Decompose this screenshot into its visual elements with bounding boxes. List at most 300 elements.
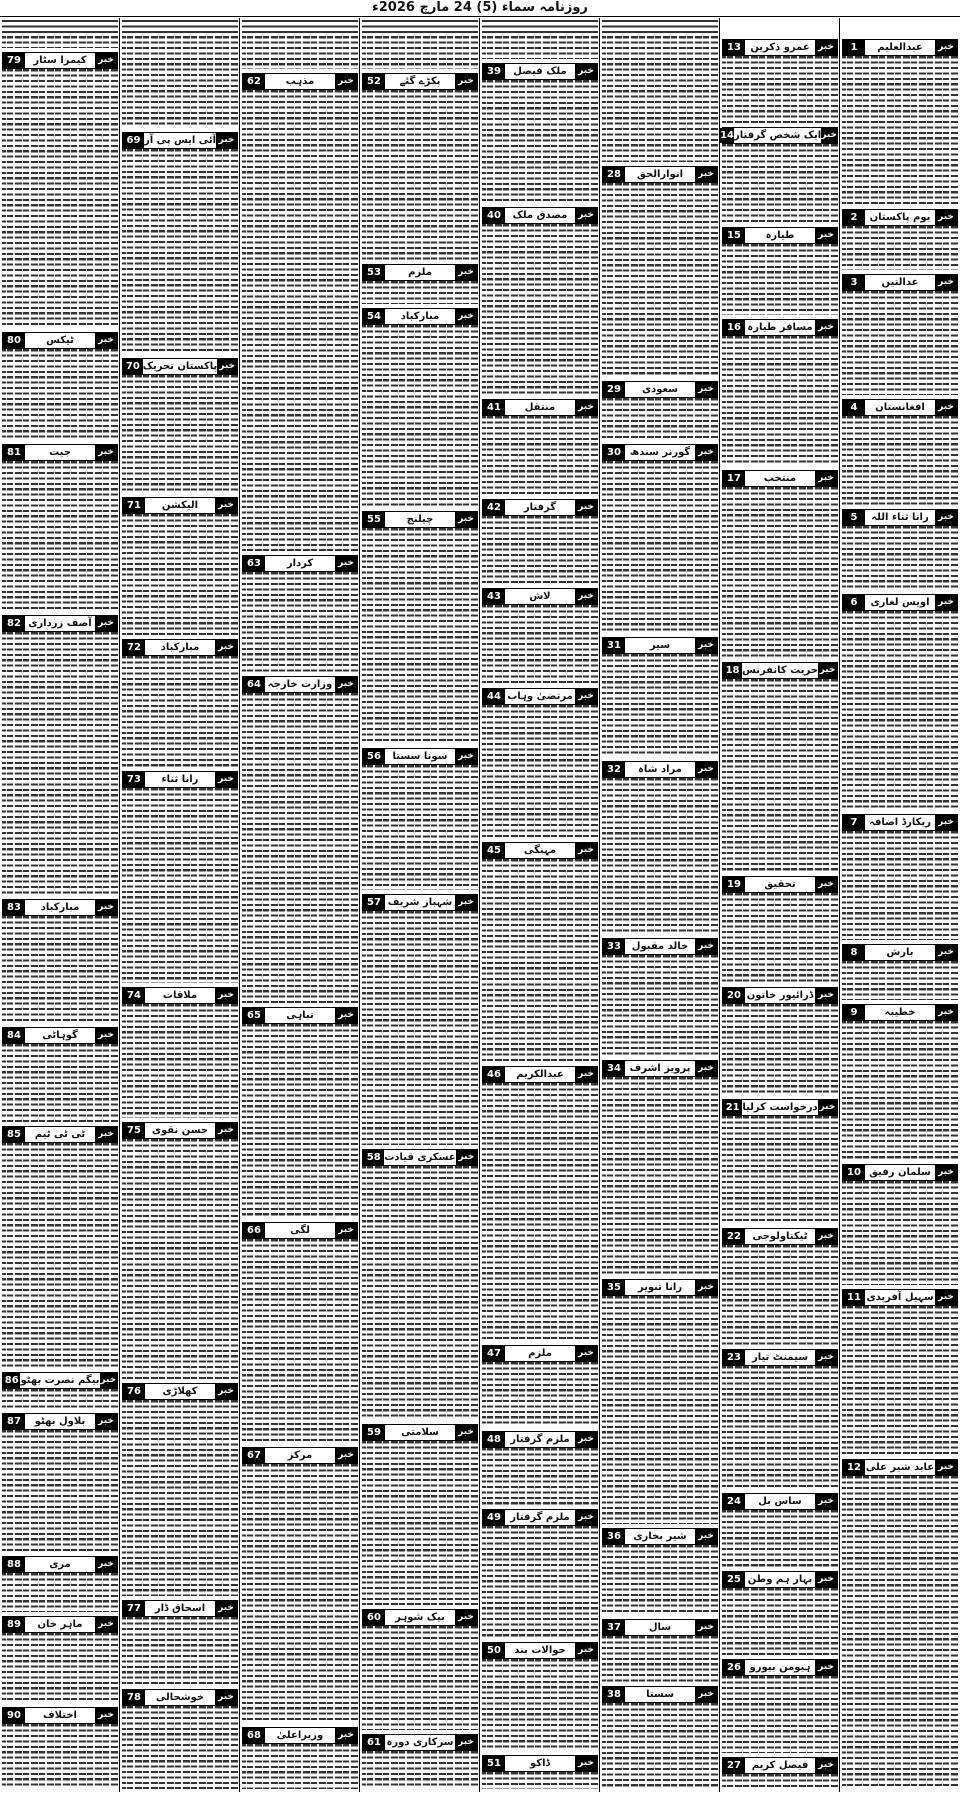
news-story bbox=[362, 263, 478, 304]
news-story bbox=[722, 1492, 838, 1567]
story-heading bbox=[842, 509, 958, 526]
story-heading bbox=[722, 127, 838, 144]
story-tag: خبر bbox=[95, 1127, 117, 1142]
story-number: 81 bbox=[3, 445, 25, 460]
story-title: مرکز bbox=[265, 1448, 335, 1463]
story-heading bbox=[602, 1686, 718, 1703]
story-tag: خبر bbox=[815, 1229, 837, 1244]
story-tag: خبر bbox=[335, 1728, 357, 1743]
story-heading bbox=[722, 1349, 838, 1366]
news-story bbox=[122, 496, 238, 635]
story-number: 3 bbox=[843, 275, 865, 290]
story-title: مذہب bbox=[265, 74, 335, 89]
story-number: 84 bbox=[3, 1028, 25, 1043]
story-heading bbox=[602, 381, 718, 398]
column-divider bbox=[599, 18, 600, 1792]
story-tag: خبر bbox=[575, 843, 597, 858]
story-heading bbox=[482, 1345, 598, 1362]
story-title: وزارت خارجہ bbox=[265, 677, 335, 692]
story-number: 60 bbox=[363, 1610, 385, 1625]
story-heading bbox=[722, 1757, 838, 1774]
story-title: بیگم نصرت بھٹو bbox=[20, 1375, 100, 1386]
news-story bbox=[122, 357, 238, 493]
news-story bbox=[602, 165, 718, 377]
news-column bbox=[842, 18, 958, 1792]
story-heading bbox=[122, 1600, 238, 1617]
story-heading bbox=[722, 1228, 838, 1245]
story-number: 20 bbox=[723, 988, 745, 1003]
story-tag: خبر bbox=[695, 1687, 717, 1702]
story-title: ریکارڈ اضافہ bbox=[865, 815, 935, 830]
story-title: خطیبہ bbox=[865, 1005, 935, 1020]
story-title: شیر بخاری bbox=[625, 1529, 695, 1544]
story-heading bbox=[602, 1060, 718, 1077]
story-number: 51 bbox=[483, 1756, 505, 1771]
story-tag: خبر bbox=[215, 988, 237, 1003]
story-number: 16 bbox=[723, 320, 745, 335]
story-number: 74 bbox=[123, 988, 145, 1003]
story-title: عدالتیں bbox=[865, 275, 935, 290]
story-heading bbox=[2, 1616, 118, 1633]
story-heading bbox=[722, 1099, 838, 1116]
column-divider bbox=[479, 18, 480, 1792]
story-title: خالد مقبول bbox=[625, 939, 695, 954]
news-story bbox=[482, 1754, 598, 1789]
story-tag: خبر bbox=[695, 762, 717, 777]
story-heading bbox=[842, 944, 958, 961]
news-story bbox=[122, 770, 238, 983]
story-heading bbox=[602, 637, 718, 654]
story-title: طیارہ bbox=[745, 228, 815, 243]
news-story bbox=[842, 593, 958, 810]
story-title: رانا ثناء اللہ bbox=[865, 510, 935, 525]
story-heading bbox=[2, 1372, 118, 1389]
story-heading bbox=[362, 73, 478, 90]
story-tag: خبر bbox=[335, 1448, 357, 1463]
story-tag: خبر bbox=[455, 749, 477, 764]
story-heading bbox=[482, 1066, 598, 1083]
news-story bbox=[2, 18, 118, 48]
story-number: 48 bbox=[483, 1432, 505, 1447]
news-story bbox=[722, 1098, 838, 1224]
story-title: سیر bbox=[625, 638, 695, 653]
column-divider bbox=[119, 18, 120, 1792]
story-title: سونا سستا bbox=[385, 749, 455, 764]
story-tag: خبر bbox=[815, 1350, 837, 1365]
story-title: خوشحالی bbox=[145, 1690, 215, 1705]
news-story bbox=[482, 841, 598, 1062]
story-title: لگی bbox=[265, 1223, 335, 1238]
story-number: 15 bbox=[723, 228, 745, 243]
story-number: 39 bbox=[483, 64, 505, 79]
story-title: مراد شاہ bbox=[625, 762, 695, 777]
news-story bbox=[122, 18, 238, 128]
story-heading bbox=[242, 1007, 358, 1024]
story-tag: خبر bbox=[335, 1008, 357, 1023]
story-tag: خبر bbox=[935, 815, 957, 830]
story-number: 76 bbox=[123, 1384, 145, 1399]
story-tag: خبر bbox=[695, 638, 717, 653]
story-number: 90 bbox=[3, 1708, 25, 1723]
story-tag: خبر bbox=[215, 498, 237, 513]
story-number: 36 bbox=[603, 1529, 625, 1544]
story-heading bbox=[482, 842, 598, 859]
story-title: آئی ایس پی آر bbox=[143, 135, 217, 146]
story-tag: خبر bbox=[695, 445, 717, 460]
story-number: 58 bbox=[363, 1150, 384, 1165]
story-number: 85 bbox=[3, 1127, 25, 1142]
story-tag: خبر bbox=[215, 640, 237, 655]
story-tag: خبر bbox=[695, 1529, 717, 1544]
news-story bbox=[602, 1527, 718, 1615]
story-heading bbox=[2, 899, 118, 916]
story-heading bbox=[842, 594, 958, 611]
story-tag: خبر bbox=[818, 663, 837, 678]
news-story bbox=[482, 587, 598, 684]
story-heading bbox=[602, 1619, 718, 1636]
story-title: ساس بل bbox=[745, 1494, 815, 1509]
news-column bbox=[722, 18, 838, 1792]
news-story bbox=[242, 1221, 358, 1443]
story-number: 37 bbox=[603, 1620, 625, 1635]
news-story bbox=[2, 1615, 118, 1703]
story-number: 32 bbox=[603, 762, 625, 777]
news-story bbox=[482, 687, 598, 838]
story-title: پاکستان تحریک bbox=[142, 361, 218, 372]
story-tag: خبر bbox=[935, 400, 957, 415]
story-tag: خبر bbox=[695, 939, 717, 954]
story-title: عبدالعلیم bbox=[865, 40, 935, 55]
story-title: ڈرائیور خاتون bbox=[746, 990, 814, 1001]
story-title: مرتضیٰ وہاب bbox=[505, 689, 575, 704]
story-heading bbox=[122, 1689, 238, 1706]
story-title: الیکشن bbox=[145, 498, 215, 513]
story-number: 89 bbox=[3, 1617, 25, 1632]
story-heading bbox=[2, 1126, 118, 1143]
story-title: مصدق ملک bbox=[505, 208, 575, 223]
story-number: 25 bbox=[723, 1572, 745, 1587]
story-title: ملاقات bbox=[145, 988, 215, 1003]
story-title: کھلاڑی bbox=[145, 1384, 215, 1399]
news-story bbox=[602, 1059, 718, 1275]
story-number: 4 bbox=[843, 400, 865, 415]
story-number: 5 bbox=[843, 510, 865, 525]
story-tag: خبر bbox=[695, 1061, 717, 1076]
story-number: 67 bbox=[243, 1448, 265, 1463]
story-heading bbox=[362, 894, 478, 911]
story-title: ملک فیصل bbox=[505, 64, 575, 79]
story-number: 13 bbox=[723, 40, 745, 55]
story-number: 63 bbox=[243, 556, 265, 571]
story-tag: خبر bbox=[95, 1414, 117, 1429]
story-tag: خبر bbox=[935, 210, 957, 225]
story-title: حسن نقوی bbox=[145, 1123, 215, 1138]
story-tag: خبر bbox=[935, 595, 957, 610]
story-tag: خبر bbox=[95, 1617, 117, 1632]
story-title: منتخب bbox=[745, 471, 815, 486]
story-heading bbox=[602, 166, 718, 183]
story-heading bbox=[842, 1004, 958, 1021]
story-heading bbox=[2, 1027, 118, 1044]
story-number: 44 bbox=[483, 689, 505, 704]
story-heading bbox=[842, 1459, 958, 1476]
story-title: آصف زرداری bbox=[25, 616, 95, 631]
story-tag: خبر bbox=[815, 1758, 837, 1773]
story-tag: خبر bbox=[455, 1735, 477, 1750]
story-heading bbox=[842, 209, 958, 226]
story-heading bbox=[122, 987, 238, 1004]
story-number: 11 bbox=[843, 1290, 865, 1305]
news-story bbox=[602, 1685, 718, 1789]
story-number: 24 bbox=[723, 1494, 745, 1509]
news-story bbox=[482, 18, 598, 59]
story-tag: خبر bbox=[95, 900, 117, 915]
column-divider bbox=[359, 18, 360, 1792]
story-number: 50 bbox=[483, 1643, 505, 1658]
story-number: 12 bbox=[843, 1460, 865, 1475]
story-tag: خبر bbox=[335, 556, 357, 571]
story-number: 17 bbox=[723, 471, 745, 486]
story-number: 29 bbox=[603, 382, 625, 397]
story-heading bbox=[2, 1413, 118, 1430]
story-number: 87 bbox=[3, 1414, 25, 1429]
story-heading bbox=[482, 499, 598, 516]
story-tag: خبر bbox=[935, 275, 957, 290]
masthead: روزنامہ سماء (5) 24 مارچ 2026ء bbox=[0, 0, 960, 17]
story-number: 59 bbox=[363, 1425, 385, 1440]
news-story bbox=[362, 72, 478, 260]
news-story bbox=[482, 398, 598, 495]
story-tag: خبر bbox=[575, 1643, 597, 1658]
story-title: جیت bbox=[25, 445, 95, 460]
story-number: 73 bbox=[123, 772, 145, 787]
story-number: 77 bbox=[123, 1601, 145, 1616]
news-story bbox=[842, 1003, 958, 1160]
story-number: 26 bbox=[723, 1660, 745, 1675]
story-number: 75 bbox=[123, 1123, 145, 1138]
news-story bbox=[842, 208, 958, 270]
story-number: 56 bbox=[363, 749, 385, 764]
story-heading bbox=[2, 332, 118, 349]
story-title: ٹی ٹی ٹیم bbox=[25, 1127, 95, 1142]
story-tag: خبر bbox=[215, 1690, 237, 1705]
news-story bbox=[722, 226, 838, 315]
news-story bbox=[122, 638, 238, 767]
story-title: گوہاٹی bbox=[25, 1028, 95, 1043]
story-number: 83 bbox=[3, 900, 25, 915]
story-tag: خبر bbox=[455, 309, 477, 324]
story-number: 72 bbox=[123, 640, 145, 655]
story-number: 53 bbox=[363, 265, 385, 280]
news-story bbox=[842, 1458, 958, 1789]
news-story bbox=[842, 1288, 958, 1455]
story-title: عابد شیر علی bbox=[865, 1462, 935, 1473]
news-story bbox=[482, 498, 598, 584]
story-title: مبارکباد bbox=[25, 900, 95, 915]
news-story bbox=[482, 1641, 598, 1751]
news-story bbox=[722, 1227, 838, 1345]
news-story bbox=[482, 1508, 598, 1638]
story-title: فیصل کریم bbox=[745, 1758, 815, 1773]
story-title: پرویز اشرف bbox=[625, 1061, 695, 1076]
news-story bbox=[2, 1555, 118, 1612]
news-story bbox=[2, 1706, 118, 1789]
story-heading bbox=[722, 319, 838, 336]
news-story bbox=[602, 443, 718, 633]
story-tag: خبر bbox=[575, 1067, 597, 1082]
story-tag: خبر bbox=[575, 589, 597, 604]
news-story bbox=[722, 1756, 838, 1789]
news-story bbox=[242, 1446, 358, 1723]
story-number: 45 bbox=[483, 843, 505, 858]
story-title: بارش bbox=[865, 945, 935, 960]
news-story bbox=[722, 318, 838, 466]
story-number: 23 bbox=[723, 1350, 745, 1365]
story-number: 1 bbox=[843, 40, 865, 55]
story-number: 62 bbox=[243, 74, 265, 89]
story-title: عسکری قیادت bbox=[384, 1152, 456, 1163]
story-tag: خبر bbox=[815, 228, 837, 243]
news-story bbox=[122, 986, 238, 1118]
story-number: 57 bbox=[363, 895, 385, 910]
story-tag: خبر bbox=[695, 382, 717, 397]
story-heading bbox=[722, 987, 838, 1004]
story-number: 42 bbox=[483, 500, 505, 515]
news-story bbox=[2, 1412, 118, 1552]
news-story bbox=[362, 307, 478, 507]
news-story bbox=[482, 1430, 598, 1505]
story-heading bbox=[722, 1659, 838, 1676]
story-tag: خبر bbox=[335, 74, 357, 89]
story-number: 10 bbox=[843, 1165, 865, 1180]
story-tag: خبر bbox=[575, 1432, 597, 1447]
story-tag: خبر bbox=[215, 772, 237, 787]
story-tag: خبر bbox=[215, 1123, 237, 1138]
story-title: ٹیکناولوجی bbox=[745, 1229, 815, 1244]
story-number: 22 bbox=[723, 1229, 745, 1244]
story-heading bbox=[122, 358, 238, 375]
story-number: 9 bbox=[843, 1005, 865, 1020]
news-story bbox=[242, 554, 358, 672]
story-heading bbox=[122, 1383, 238, 1400]
story-heading bbox=[362, 1149, 478, 1166]
story-number: 79 bbox=[3, 53, 25, 68]
news-story bbox=[122, 131, 238, 354]
story-number: 2 bbox=[843, 210, 865, 225]
story-tag: خبر bbox=[455, 265, 477, 280]
story-title: لاش bbox=[505, 589, 575, 604]
story-heading bbox=[482, 1755, 598, 1772]
story-number: 86 bbox=[4, 1375, 19, 1386]
story-heading bbox=[722, 470, 838, 487]
story-heading bbox=[722, 1571, 838, 1588]
news-column bbox=[602, 18, 718, 1792]
story-number: 7 bbox=[843, 815, 865, 830]
story-title: کیمرا سٹار bbox=[25, 53, 95, 68]
news-story bbox=[842, 38, 958, 205]
story-title: گورنر سندھ bbox=[625, 445, 695, 460]
story-heading bbox=[482, 588, 598, 605]
story-heading bbox=[242, 555, 358, 572]
news-story bbox=[602, 380, 718, 440]
story-tag: خبر bbox=[935, 40, 957, 55]
story-number: 46 bbox=[483, 1067, 505, 1082]
story-heading bbox=[842, 1164, 958, 1181]
news-story bbox=[842, 943, 958, 1000]
story-heading bbox=[602, 938, 718, 955]
story-number: 27 bbox=[723, 1758, 745, 1773]
story-number: 82 bbox=[3, 616, 25, 631]
story-heading bbox=[482, 1431, 598, 1448]
story-tag: خبر bbox=[815, 320, 837, 335]
story-tag: خبر bbox=[695, 1280, 717, 1295]
story-title: ملزم گرفتار bbox=[505, 1510, 575, 1525]
story-tag: خبر bbox=[815, 1660, 837, 1675]
story-number: 55 bbox=[363, 512, 385, 527]
story-number: 38 bbox=[603, 1687, 625, 1702]
story-title: سستا bbox=[625, 1687, 695, 1702]
story-heading bbox=[122, 639, 238, 656]
story-title: حریت کانفرنس bbox=[742, 665, 818, 676]
news-story bbox=[722, 986, 838, 1095]
story-title: عمرو ذکرین bbox=[745, 40, 815, 55]
story-heading bbox=[362, 511, 478, 528]
story-title: رانا تنویر bbox=[625, 1280, 695, 1295]
story-tag: خبر bbox=[455, 1610, 477, 1625]
story-tag: خبر bbox=[455, 895, 477, 910]
story-heading bbox=[242, 1447, 358, 1464]
story-heading bbox=[362, 264, 478, 281]
story-tag: خبر bbox=[815, 1572, 837, 1587]
story-heading bbox=[722, 876, 838, 893]
story-tag: خبر bbox=[818, 1100, 837, 1115]
story-title: شہباز شریف bbox=[385, 895, 455, 910]
news-story bbox=[722, 1570, 838, 1655]
story-title: ٹیکس bbox=[25, 333, 95, 348]
news-story bbox=[2, 331, 118, 440]
news-story bbox=[722, 1658, 838, 1753]
news-story bbox=[842, 1163, 958, 1285]
news-story bbox=[242, 675, 358, 1003]
story-tag: خبر bbox=[216, 133, 237, 148]
story-heading bbox=[602, 1279, 718, 1296]
story-number: 28 bbox=[603, 167, 625, 182]
story-number: 78 bbox=[123, 1690, 145, 1705]
story-tag: خبر bbox=[575, 1756, 597, 1771]
news-story bbox=[2, 898, 118, 1023]
story-number: 61 bbox=[363, 1735, 385, 1750]
story-tag: خبر bbox=[935, 945, 957, 960]
news-story bbox=[842, 273, 958, 395]
news-story bbox=[602, 1278, 718, 1524]
news-story bbox=[362, 1733, 478, 1789]
story-number: 40 bbox=[483, 208, 505, 223]
story-heading bbox=[602, 761, 718, 778]
story-tag: خبر bbox=[217, 359, 237, 374]
news-story bbox=[722, 126, 838, 223]
news-story bbox=[602, 636, 718, 757]
story-heading bbox=[722, 1493, 838, 1510]
story-title: تحقیق bbox=[745, 877, 815, 892]
news-story bbox=[242, 1726, 358, 1789]
news-story bbox=[722, 661, 838, 872]
story-tag: خبر bbox=[575, 1346, 597, 1361]
story-tag: خبر bbox=[95, 1557, 117, 1572]
story-number: 64 bbox=[243, 677, 265, 692]
news-story bbox=[2, 1371, 118, 1409]
story-number: 33 bbox=[603, 939, 625, 954]
story-heading bbox=[242, 73, 358, 90]
